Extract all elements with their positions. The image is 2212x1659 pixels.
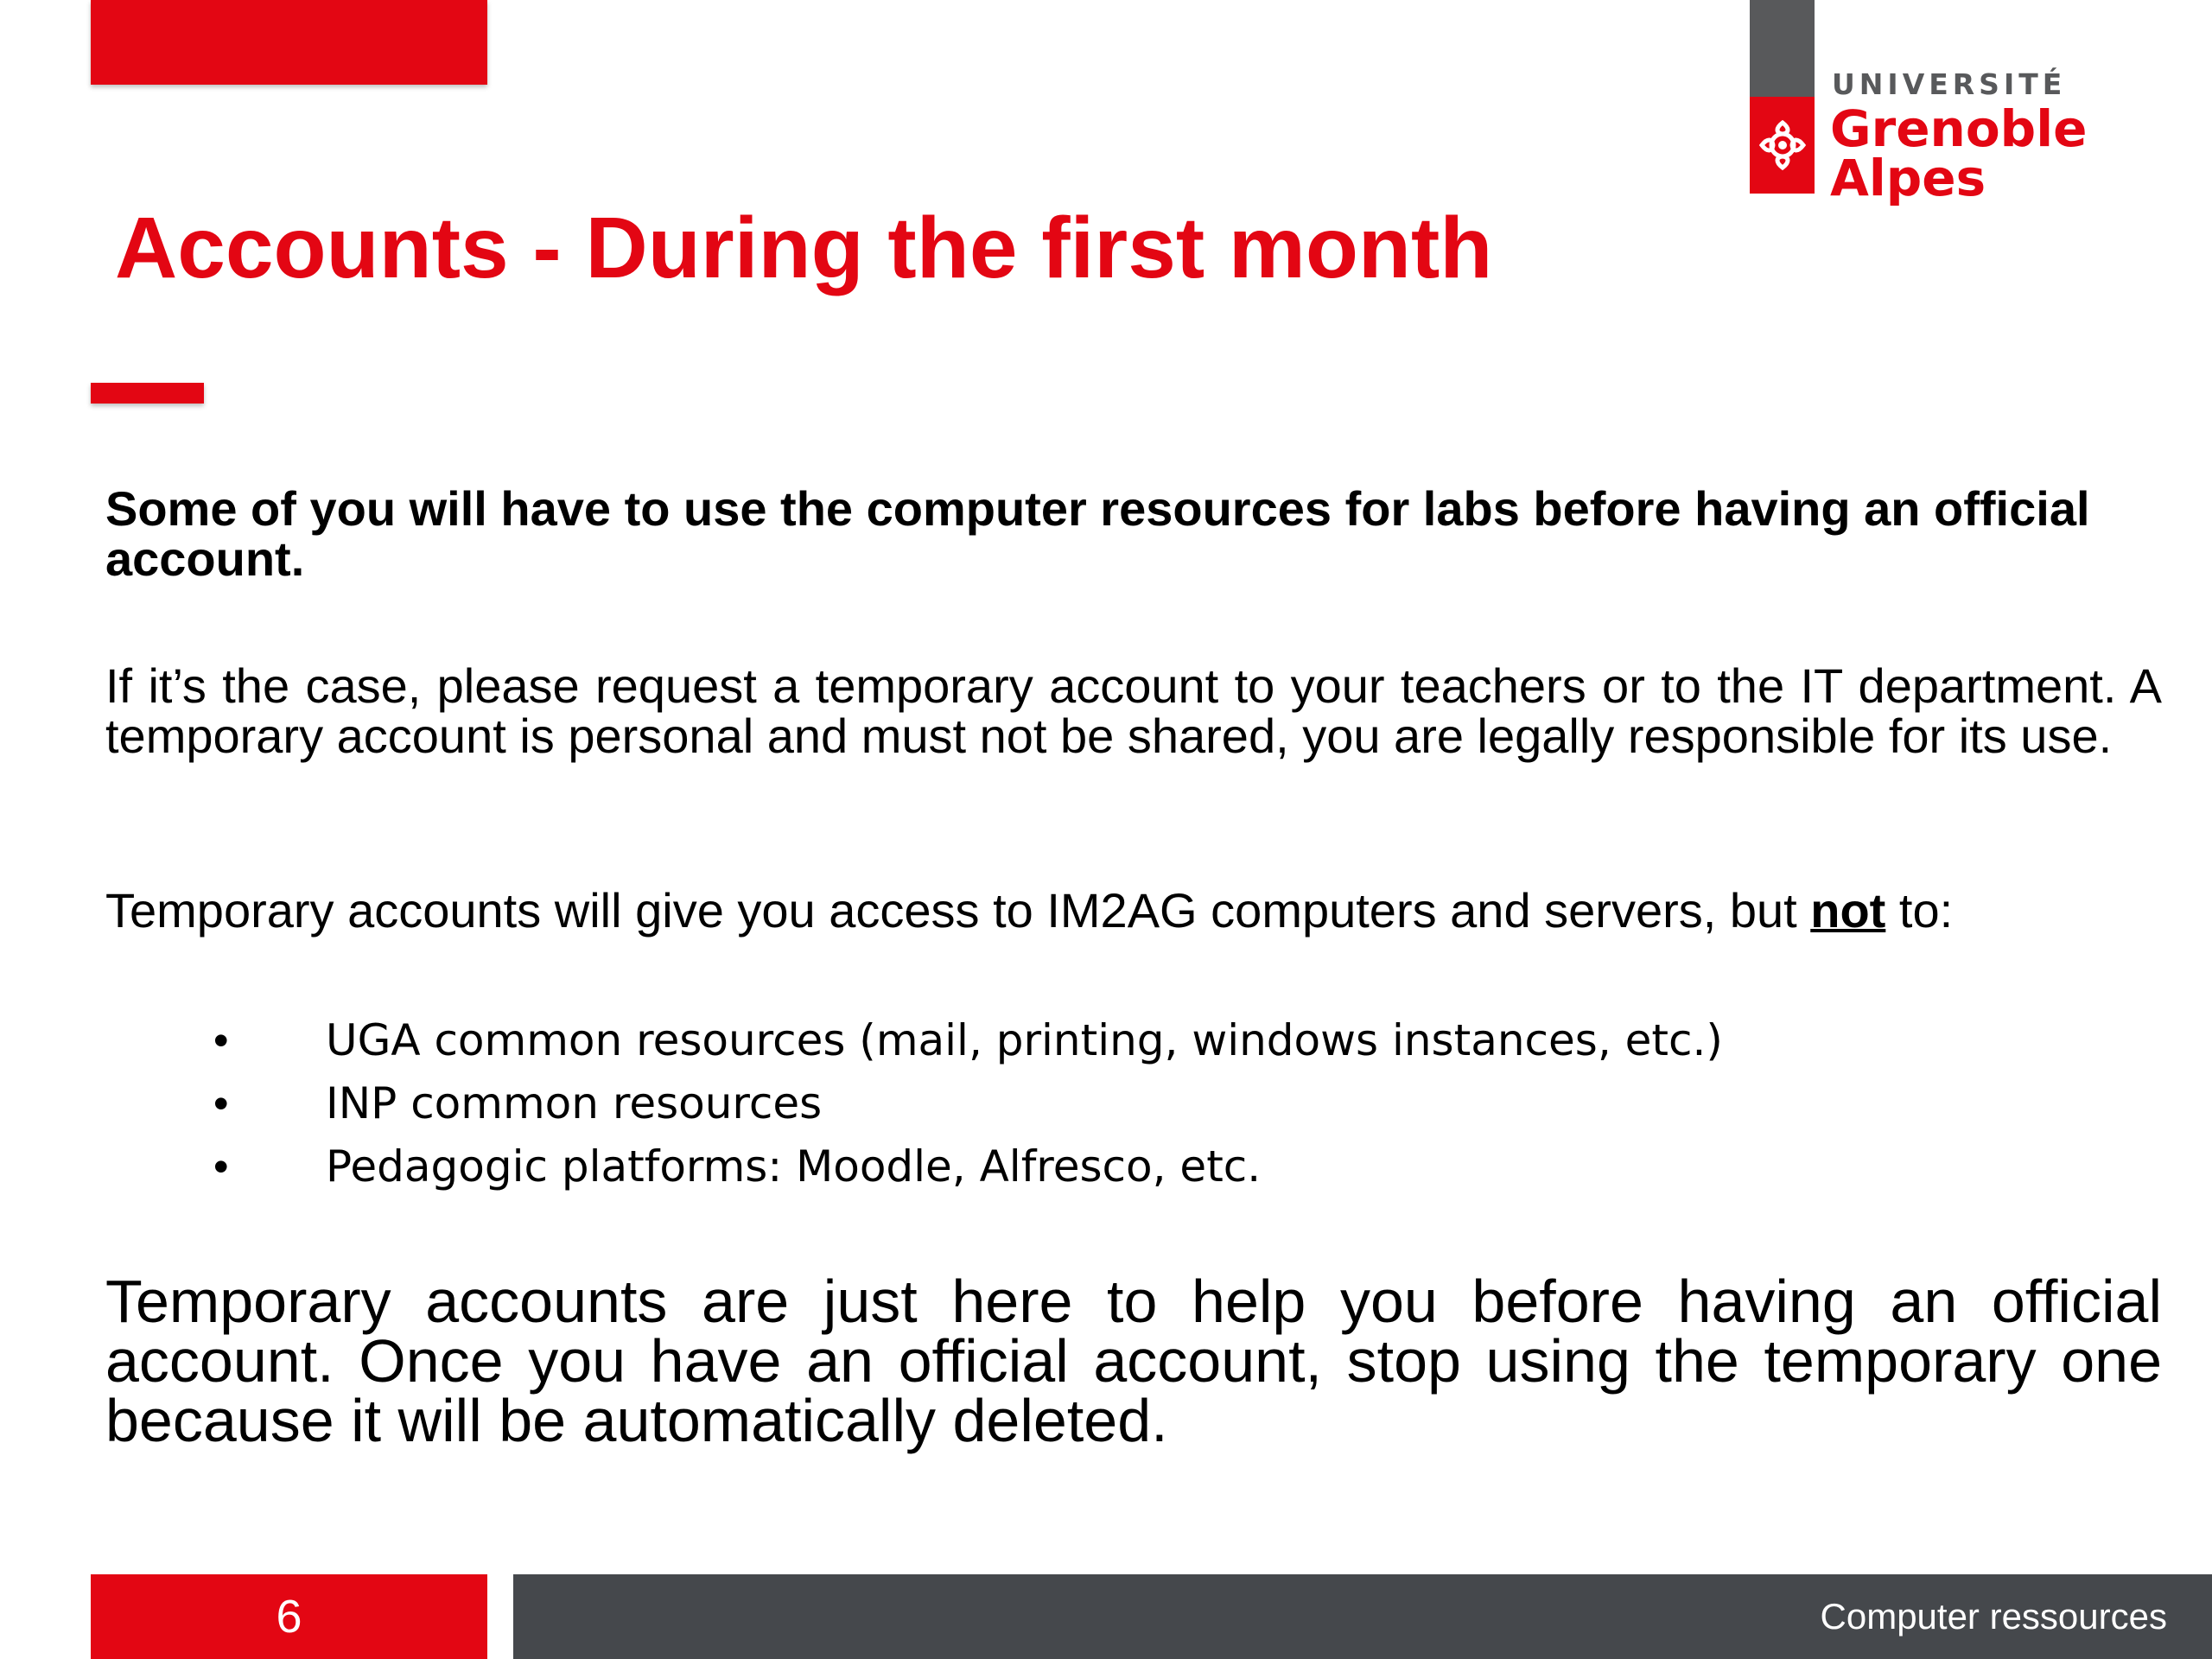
fleur-emblem-icon: [1757, 112, 1808, 178]
logo-gray-block: [1750, 0, 1815, 97]
access-text-before: Temporary accounts will give you access to IM2AG computers and servers, but: [105, 883, 1811, 938]
page-number: 6: [91, 1574, 487, 1659]
logo-universite-text: UNIVERSITÉ: [1832, 67, 2067, 101]
intro-bold-paragraph: Some of you will have to use the computer resources for labs before having an official account.: [105, 481, 2090, 586]
top-accent-bar: [91, 0, 487, 85]
temporary-account-paragraph: If it’s the case, please request a temporary account to your teachers or to the IT department. A temporary account is personal and must not be shared, you are legally responsible for its use.: [105, 658, 2162, 763]
university-logo: [1750, 0, 2130, 207]
list-item-text: UGA common resources (mail, printing, windows instances, etc.): [326, 1015, 1723, 1065]
title-underline: [91, 383, 204, 404]
list-item-text: Pedagogic platforms: Moodle, Alfresco, etc.: [326, 1141, 1262, 1192]
bullet-dot: •: [213, 1142, 229, 1191]
slide-title: Accounts - During the first month: [115, 200, 1493, 296]
list-item-text: INP common resources: [326, 1078, 823, 1128]
bullet-dot: •: [213, 1079, 229, 1128]
access-text-after: to:: [1885, 883, 1954, 938]
closing-paragraph: Temporary accounts are just here to help you before having an official account. Once you have an official account, stop using the temporary one because it will be automatically deleted.: [105, 1268, 2162, 1454]
access-emphasis-not: not: [1810, 883, 1886, 938]
access-paragraph: [105, 883, 1954, 938]
logo-red-block: [1750, 97, 1815, 194]
logo-alpes-text: Alpes: [1830, 149, 1986, 207]
logo-grenoble-text: Grenoble: [1830, 99, 2088, 158]
footer-bar: [513, 1574, 2212, 1659]
footer-section-label: Computer ressources: [1820, 1596, 2167, 1637]
bullet-dot: •: [213, 1016, 229, 1065]
